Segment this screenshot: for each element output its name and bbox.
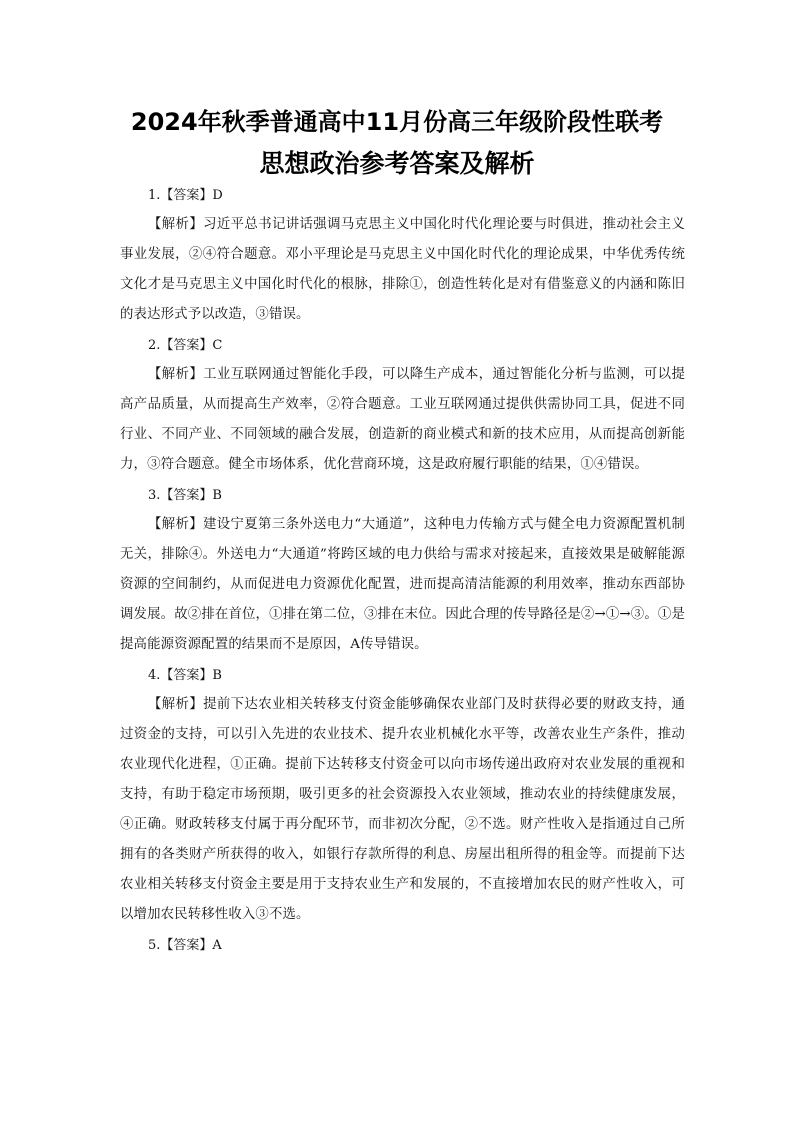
answer-item-2 xyxy=(120,332,685,480)
answer-label: 3.【答案】B xyxy=(148,488,222,503)
answer-explanation: 【解析】习近平总书记讲话强调马克思主义中国化时代化理论要与时俱进，推动社会主义事业发展，②④符合题意。邓小平理论是马克思主义中国化时代化的理论成果，中华优秀传统文化才是马克思主义中国化时代化的根脉，排除①，创造性转化是对有借鉴意义的内涵和陈旧的表达形式予以改造，③错误。 xyxy=(120,217,685,322)
answer-label: 2.【答案】C xyxy=(148,338,223,353)
answer-explanation: 【解析】建设宁夏第三条外送电力“大通道”，这种电力传输方式与健全电力资源配置机制无关，排除④。外送电力“大通道”将跨区域的电力供给与需求对接起来，直接效果是破解能源资源的空间制约，从而促进电力资源优化配置，进而提高清洁能源的利用效率，推动东西部协调发展。故②排在首位，①排在第二位，③排在末位。因此合理的传导路径是②→①→③。①是提高能源资源配置的结果而不是原因，A传导错误。 xyxy=(120,517,685,652)
answer-item-1 xyxy=(120,182,685,330)
answer-label: 1.【答案】D xyxy=(148,188,223,203)
document-title: 2024年秋季普通高中11月份高三年级阶段性联考 xyxy=(130,108,664,136)
document-subtitle: 思想政治参考答案及解析 xyxy=(259,149,535,178)
answer-label: 4.【答案】B xyxy=(148,668,222,683)
answer-list xyxy=(120,182,685,960)
answer-item-4 xyxy=(120,662,685,930)
answer-item-5 xyxy=(120,932,685,960)
answer-label: 5.【答案】A xyxy=(148,938,222,953)
answer-explanation: 【解析】提前下达农业相关转移支付资金能够确保农业部门及时获得必要的财政支持，通过资金的支持，可以引入先进的农业技术、提升农业机械化水平等，改善农业生产条件，推动农业现代化进程，①正确。提前下达转移支付资金可以向市场传递出政府对农业发展的重视和支持，有助于稳定市场预期，吸引更多的社会资源投入农业领域，推动农业的持续健康发展，④正确。财政转移支付属于再分配环节，而非初次分配，②不选。财产性收入是指通过自己所拥有的各类财产所获得的收入，如银行存款所得的利息、房屋出租所得的租金等。而提前下达农业相关转移支付资金主要是用于支持农业生产和发展的，不直接增加农民的财产性收入，可以增加农民转移性收入③不选。 xyxy=(120,697,685,922)
answer-explanation: 【解析】工业互联网通过智能化手段，可以降生产成本，通过智能化分析与监测，可以提高产品质量，从而提高生产效率，②符合题意。工业互联网通过提供供需协同工具，促进不同行业、不同产业、不同领域的融合发展，创造新的商业模式和新的技术应用，从而提高创新能力，③符合题意。健全市场体系，优化营商环境，这是政府履行职能的结果，①④错误。 xyxy=(120,367,685,472)
answer-item-3 xyxy=(120,482,685,660)
